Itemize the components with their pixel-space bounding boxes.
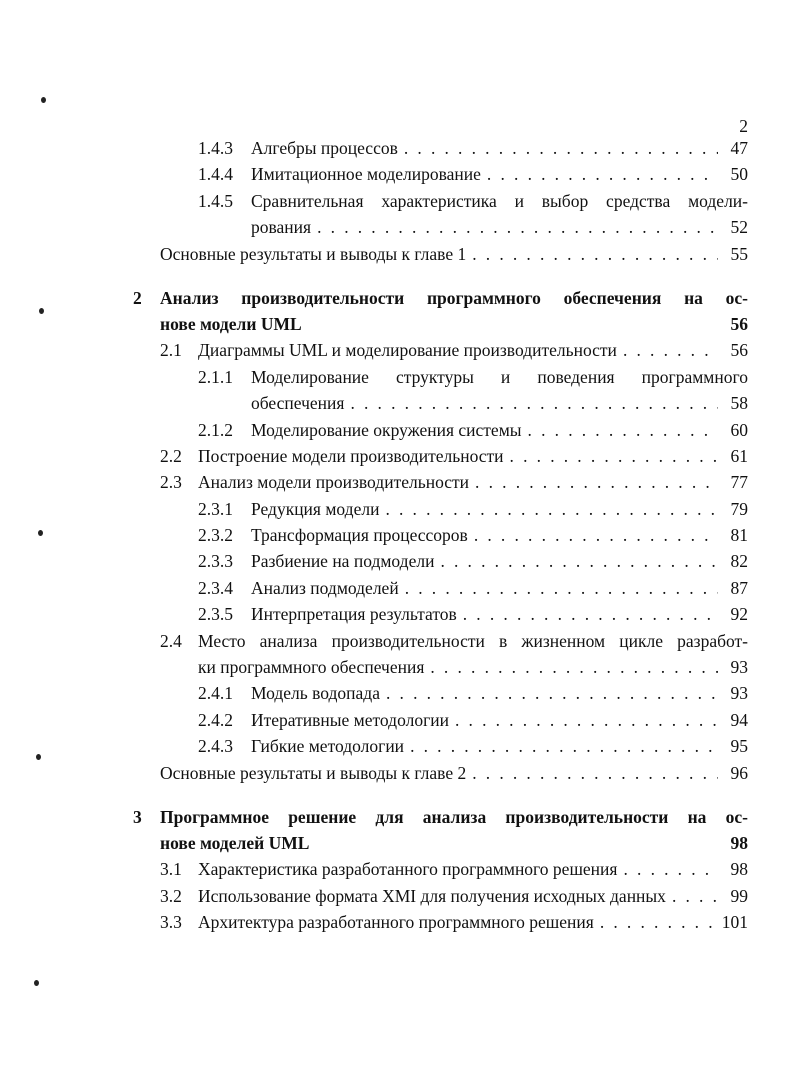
- dot-leader: [430, 654, 718, 680]
- dot-leader: [623, 856, 718, 882]
- toc-entry-number: 3.1: [160, 859, 182, 880]
- toc-entry-row: [0, 733, 792, 759]
- toc-entry-title: Моделирование структуры и поведения программного: [251, 366, 748, 387]
- toc-entry-title: Место анализа производительности в жизненном цикле разработ-: [198, 630, 748, 651]
- dot-leader: [455, 707, 718, 733]
- toc-entry-title: Трансформация процессоров: [251, 525, 468, 546]
- toc-entry-title: Использование формата XMI для получения исходных данных: [198, 885, 666, 906]
- toc-entry-number: 2.1.2: [198, 419, 233, 440]
- toc-entry-title-line: [198, 856, 748, 882]
- toc-entry-title: Анализ модели производительности: [198, 472, 470, 493]
- toc-chapter-row: [0, 804, 792, 830]
- toc-entry-row: [0, 654, 792, 680]
- dot-leader: [440, 548, 718, 574]
- toc-entry-row: [0, 883, 792, 909]
- toc-entry-title: ки программного обеспечения: [198, 657, 425, 678]
- toc-entry-title: нове модели UML: [160, 313, 302, 334]
- toc-entry-title-line: [160, 285, 748, 311]
- toc-entry-row: [0, 135, 792, 161]
- toc-page-number: 55: [730, 243, 748, 264]
- dot-leader: [487, 161, 718, 187]
- scan-speck: [36, 754, 41, 760]
- toc-entry-row: [0, 680, 792, 706]
- toc-entry-title: Интерпретация результатов: [251, 604, 457, 625]
- toc-entry-title-line: [251, 733, 748, 759]
- toc-entry-title-line: [251, 161, 748, 187]
- toc-entry-title: Имитационное моделирование: [251, 164, 481, 185]
- toc-entry-title-line: [198, 443, 748, 469]
- toc-entry-title: Моделирование окружения системы: [251, 419, 522, 440]
- toc-entry-title: нове моделей UML: [160, 832, 310, 853]
- toc-entry-title: Анализ производительности программного обеспечения на ос-: [160, 287, 748, 308]
- toc-entry-number: 2.3.5: [198, 604, 233, 625]
- toc-chapter-row: [0, 285, 792, 311]
- scan-speck: [34, 980, 39, 986]
- dot-leader: [472, 760, 718, 786]
- toc-page-number: 92: [730, 604, 748, 625]
- dot-leader: [623, 337, 718, 363]
- toc-page-number: 98: [730, 859, 748, 880]
- dot-leader: [317, 214, 718, 240]
- toc-page-number: 58: [730, 393, 748, 414]
- toc-entry-number: 3.2: [160, 885, 182, 906]
- toc-entry-title-line: [251, 575, 748, 601]
- toc-entry-number: 1.4.4: [198, 164, 233, 185]
- toc-entry-row: [0, 575, 792, 601]
- scan-speck: [41, 97, 46, 103]
- toc-entry-row: [0, 443, 792, 469]
- toc-page-number: 47: [730, 138, 748, 158]
- dot-leader: [475, 469, 718, 495]
- toc-page-number: 99: [730, 885, 748, 906]
- toc-entry-title-line: [160, 241, 748, 267]
- toc-entry-row: [0, 856, 792, 882]
- dot-leader: [528, 417, 718, 443]
- toc-page-number: 82: [730, 551, 748, 572]
- toc-page-number: 94: [730, 709, 748, 730]
- toc-page-number: 101: [721, 912, 748, 933]
- dot-leader: [672, 883, 718, 909]
- toc-page-number: 96: [730, 762, 748, 783]
- toc-entry-title-line: [251, 188, 748, 214]
- toc-entry-title-line: [198, 654, 748, 680]
- toc-entry-title: Основные результаты и выводы к главе 1: [160, 243, 467, 264]
- toc-page-number: 95: [730, 736, 748, 757]
- toc-entry-title: Основные результаты и выводы к главе 2: [160, 762, 467, 783]
- toc-entry-title-line: [198, 337, 748, 363]
- toc-entry-title: обеспечения: [251, 393, 345, 414]
- toc-chapter-row: [0, 311, 792, 337]
- toc-entry-title-line: [251, 135, 748, 161]
- toc-entry-title-line: [198, 883, 748, 909]
- toc-entry-row: [0, 161, 792, 187]
- toc-entry-number: 2.4.1: [198, 683, 233, 704]
- table-of-contents: [0, 135, 792, 936]
- toc-entry-title-line: [251, 214, 748, 240]
- dot-leader: [404, 135, 718, 161]
- toc-entry-row: [0, 214, 792, 240]
- toc-page-number: 56: [730, 313, 748, 334]
- toc-entry-title-line: [160, 830, 748, 856]
- toc-entry-number: 2: [133, 287, 142, 308]
- toc-page-number: 60: [730, 419, 748, 440]
- toc-entry-number: 1.4.3: [198, 138, 233, 158]
- toc-entry-row: [0, 760, 792, 786]
- toc-page-number: 77: [730, 472, 748, 493]
- toc-entry-number: 2.4: [160, 630, 182, 651]
- dot-leader: [350, 390, 718, 416]
- toc-entry-row: [0, 496, 792, 522]
- toc-entry-row: [0, 628, 792, 654]
- toc-entry-title-line: [251, 522, 748, 548]
- toc-page-number: 98: [730, 832, 748, 853]
- toc-entry-number: 3.3: [160, 912, 182, 933]
- toc-entry-number: 1.4.5: [198, 190, 233, 211]
- toc-entry-title-line: [251, 707, 748, 733]
- toc-entry-title: Диаграммы UML и моделирование производительности: [198, 340, 617, 361]
- toc-entry-title-line: [251, 364, 748, 390]
- toc-entry-title: Итеративные методологии: [251, 709, 449, 730]
- toc-entry-title-line: [251, 496, 748, 522]
- toc-entry-row: [0, 522, 792, 548]
- toc-page-number: 52: [730, 217, 748, 238]
- toc-entry-title-line: [160, 311, 748, 337]
- toc-entry-title: Модель водопада: [251, 683, 380, 704]
- toc-entry-row: [0, 909, 792, 935]
- toc-entry-title: Сравнительная характеристика и выбор средства модели-: [251, 190, 748, 211]
- dot-leader: [386, 680, 718, 706]
- toc-entry-title: Характеристика разработанного программного решения: [198, 859, 618, 880]
- toc-entry-row: [0, 390, 792, 416]
- toc-entry-title: Программное решение для анализа производительности на ос-: [160, 806, 748, 827]
- toc-entry-title-line: [251, 548, 748, 574]
- toc-page-number: 79: [730, 498, 748, 519]
- toc-entry-row: [0, 601, 792, 627]
- toc-entry-title: рования: [251, 217, 312, 238]
- toc-entry-title-line: [198, 469, 748, 495]
- toc-entry-number: 2.3.2: [198, 525, 233, 546]
- toc-entry-title: Редукция модели: [251, 498, 380, 519]
- toc-entry-row: [0, 707, 792, 733]
- toc-entry-title: Гибкие методологии: [251, 736, 405, 757]
- toc-entry-number: 2.3.1: [198, 498, 233, 519]
- toc-entry-number: 3: [133, 806, 142, 827]
- toc-entry-row: [0, 337, 792, 363]
- toc-entry-title: Архитектура разработанного программного решения: [198, 912, 594, 933]
- toc-page-number: 93: [730, 657, 748, 678]
- toc-entry-row: [0, 469, 792, 495]
- toc-entry-row: [0, 364, 792, 390]
- page-number: 2: [739, 116, 748, 136]
- toc-entry-number: 2.3: [160, 472, 182, 493]
- toc-entry-title: Анализ подмоделей: [251, 577, 399, 598]
- toc-chapter-row: [0, 830, 792, 856]
- toc-page-number: 50: [730, 164, 748, 185]
- toc-entry-title-line: [251, 601, 748, 627]
- toc-entry-number: 2.3.3: [198, 551, 233, 572]
- toc-page-number: 61: [730, 445, 748, 466]
- dot-leader: [463, 601, 718, 627]
- toc-entry-number: 2.2: [160, 445, 182, 466]
- dot-leader: [410, 733, 718, 759]
- toc-entry-title-line: [160, 804, 748, 830]
- toc-entry-title-line: [198, 628, 748, 654]
- dot-leader: [600, 909, 716, 935]
- dot-leader: [405, 575, 718, 601]
- toc-entry-row: [0, 417, 792, 443]
- toc-entry-number: 2.4.3: [198, 736, 233, 757]
- toc-page-number: 93: [730, 683, 748, 704]
- toc-entry-title-line: [251, 417, 748, 443]
- toc-entry-number: 2.3.4: [198, 577, 233, 598]
- scan-speck: [38, 530, 43, 536]
- toc-entry-number: 2.4.2: [198, 709, 233, 730]
- toc-entry-title-line: [160, 760, 748, 786]
- dot-leader: [510, 443, 718, 469]
- toc-page-number: 87: [730, 577, 748, 598]
- dot-leader: [474, 522, 718, 548]
- toc-entry-title: Алгебры процессов: [251, 138, 398, 158]
- scan-speck: [39, 308, 44, 314]
- toc-entry-number: 2.1: [160, 340, 182, 361]
- toc-entry-title-line: [251, 390, 748, 416]
- toc-entry-title-line: [198, 909, 748, 935]
- toc-entry-title-line: [251, 680, 748, 706]
- toc-entry-title: Построение модели производительности: [198, 445, 504, 466]
- toc-entry-row: [0, 188, 792, 214]
- toc-entry-row: [0, 241, 792, 267]
- toc-page-number: 81: [730, 525, 748, 546]
- toc-page-number: 56: [730, 340, 748, 361]
- toc-entry-row: [0, 548, 792, 574]
- toc-entry-title: Разбиение на подмодели: [251, 551, 435, 572]
- dot-leader: [472, 241, 718, 267]
- dot-leader: [385, 496, 718, 522]
- toc-entry-number: 2.1.1: [198, 366, 233, 387]
